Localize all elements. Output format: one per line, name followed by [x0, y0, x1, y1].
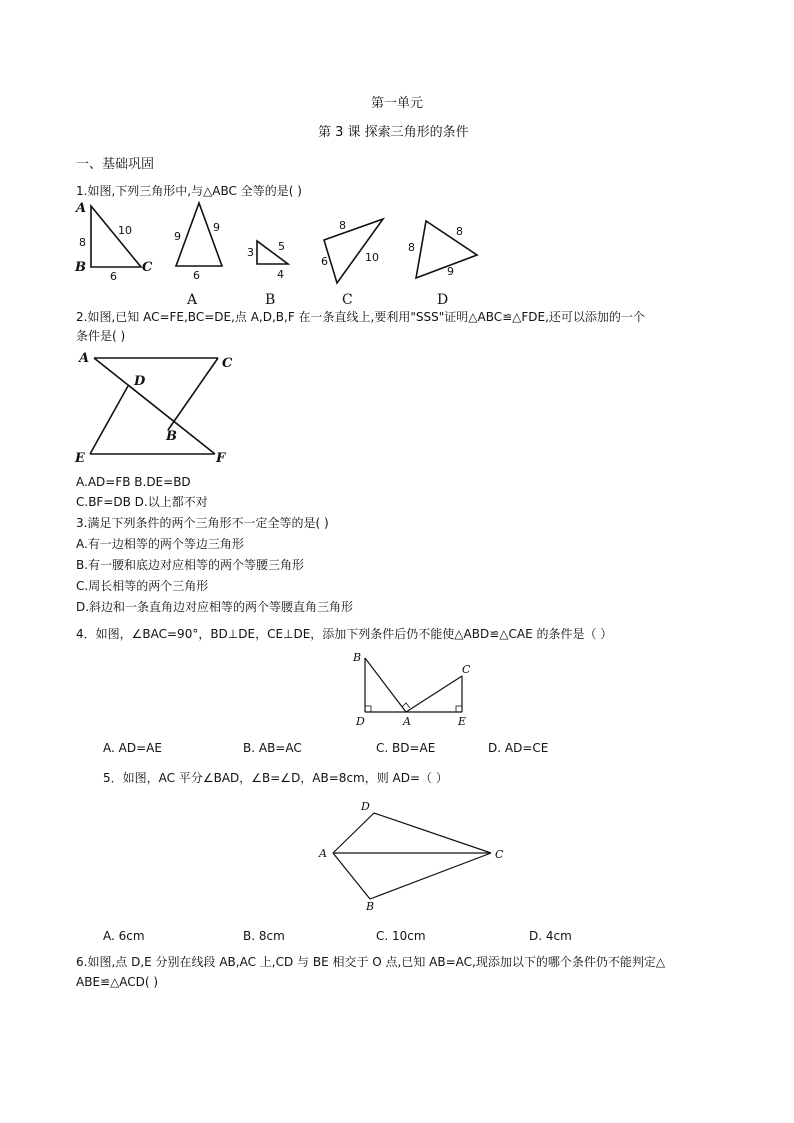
- option-d-side: 8: [408, 241, 415, 254]
- q3-option-d: D.斜边和一条直角边对应相等的两个等腰直角三角形: [76, 600, 354, 614]
- q1-stem: 1.如图,下列三角形中,与△ABC 全等的是( ): [76, 184, 302, 198]
- q4-stem: 4．如图，∠BAC=90°，BD⊥DE，CE⊥DE，添加下列条件后仍不能使△ABD≌△CAE 的条件是（ ）: [76, 627, 613, 641]
- q2-label-c: C: [222, 356, 233, 371]
- q5-label-d: D: [361, 800, 370, 813]
- q1-side-ab: 8: [79, 236, 86, 249]
- q5-label-a: A: [319, 847, 327, 860]
- q1-side-bc: 6: [110, 270, 117, 283]
- q5-option-b: B. 8cm: [243, 929, 285, 943]
- q4-label-b: B: [353, 651, 362, 664]
- option-b-side: 4: [277, 268, 284, 281]
- q2-label-f: F: [216, 451, 226, 466]
- q1-vertex-c: C: [142, 260, 153, 275]
- option-c-side: 6: [321, 255, 328, 268]
- option-a-letter: A: [187, 292, 198, 308]
- q4-option-b: B. AB=AC: [243, 741, 302, 755]
- q5-figure: [312, 796, 512, 914]
- q3-option-c: C.周长相等的两个三角形: [76, 579, 209, 593]
- option-b-side: 5: [278, 240, 285, 253]
- option-a-side: 6: [193, 269, 200, 282]
- q2-options-line2: C.BF=DB D.以上都不对: [76, 495, 208, 509]
- option-d-side: 8: [456, 225, 463, 238]
- option-d-side: 9: [447, 265, 454, 278]
- q3-option-a: A.有一边相等的两个等边三角形: [76, 537, 244, 551]
- option-b-letter: B: [265, 292, 276, 308]
- q4-figure: [348, 648, 478, 730]
- section-heading: 一、基础巩固: [76, 157, 155, 172]
- option-b-side: 3: [247, 246, 254, 259]
- q4-label-a: A: [403, 715, 411, 728]
- q1-vertex-a: A: [76, 201, 87, 216]
- q4-label-e: E: [458, 715, 467, 728]
- q2-label-e: E: [75, 451, 85, 466]
- q2-stem-line1: 2.如图,已知 AC=FE,BC=DE,点 A,D,B,F 在一条直线上,要利用"SSS"证明△ABC≌△FDE,还可以添加的一个: [76, 310, 645, 324]
- q5-label-b: B: [366, 900, 375, 913]
- q3-option-b: B.有一腰和底边对应相等的两个等腰三角形: [76, 558, 305, 572]
- q2-options-line1: A.AD=FB B.DE=BD: [76, 475, 191, 489]
- q5-option-c: C. 10cm: [376, 929, 426, 943]
- q4-label-d: D: [356, 715, 365, 728]
- q1-vertex-b: B: [75, 260, 86, 275]
- q5-option-a: A. 6cm: [103, 929, 145, 943]
- option-c-letter: C: [342, 292, 353, 308]
- q3-stem: 3.满足下列条件的两个三角形不一定全等的是( ): [76, 516, 329, 530]
- q2-stem-line2: 条件是( ): [76, 329, 126, 343]
- option-d-letter: D: [437, 292, 449, 308]
- option-c-side: 10: [365, 251, 379, 264]
- q4-option-d: D. AD=CE: [488, 741, 549, 755]
- lesson-title: 第 3 课 探索三角形的条件: [318, 125, 469, 140]
- q4-option-c: C. BD=AE: [376, 741, 436, 755]
- q1-figure: [70, 198, 490, 308]
- q2-figure: [70, 346, 245, 468]
- unit-title: 第一单元: [371, 96, 424, 111]
- option-a-side: 9: [213, 221, 220, 234]
- q6-stem-line2: ABE≌△ACD( ): [76, 975, 159, 989]
- q2-label-a: A: [79, 351, 90, 366]
- q5-option-d: D. 4cm: [529, 929, 572, 943]
- q5-stem: 5．如图，AC 平分∠BAD，∠B=∠D，AB=8cm，则 AD=（ ）: [103, 771, 448, 785]
- q5-label-c: C: [495, 848, 504, 861]
- option-a-triangle: [176, 203, 222, 266]
- option-c-side: 8: [339, 219, 346, 232]
- triangle-abc: [91, 206, 141, 267]
- option-a-side: 9: [174, 230, 181, 243]
- q4-label-c: C: [462, 663, 471, 676]
- q4-option-a: A. AD=AE: [103, 741, 162, 755]
- q1-side-ac: 10: [118, 224, 132, 237]
- q6-stem-line1: 6.如图,点 D,E 分别在线段 AB,AC 上,CD 与 BE 相交于 O 点,已知 AB=AC,现添加以下的哪个条件仍不能判定△: [76, 955, 666, 969]
- q2-label-d: D: [134, 374, 146, 389]
- q2-label-b: B: [166, 429, 177, 444]
